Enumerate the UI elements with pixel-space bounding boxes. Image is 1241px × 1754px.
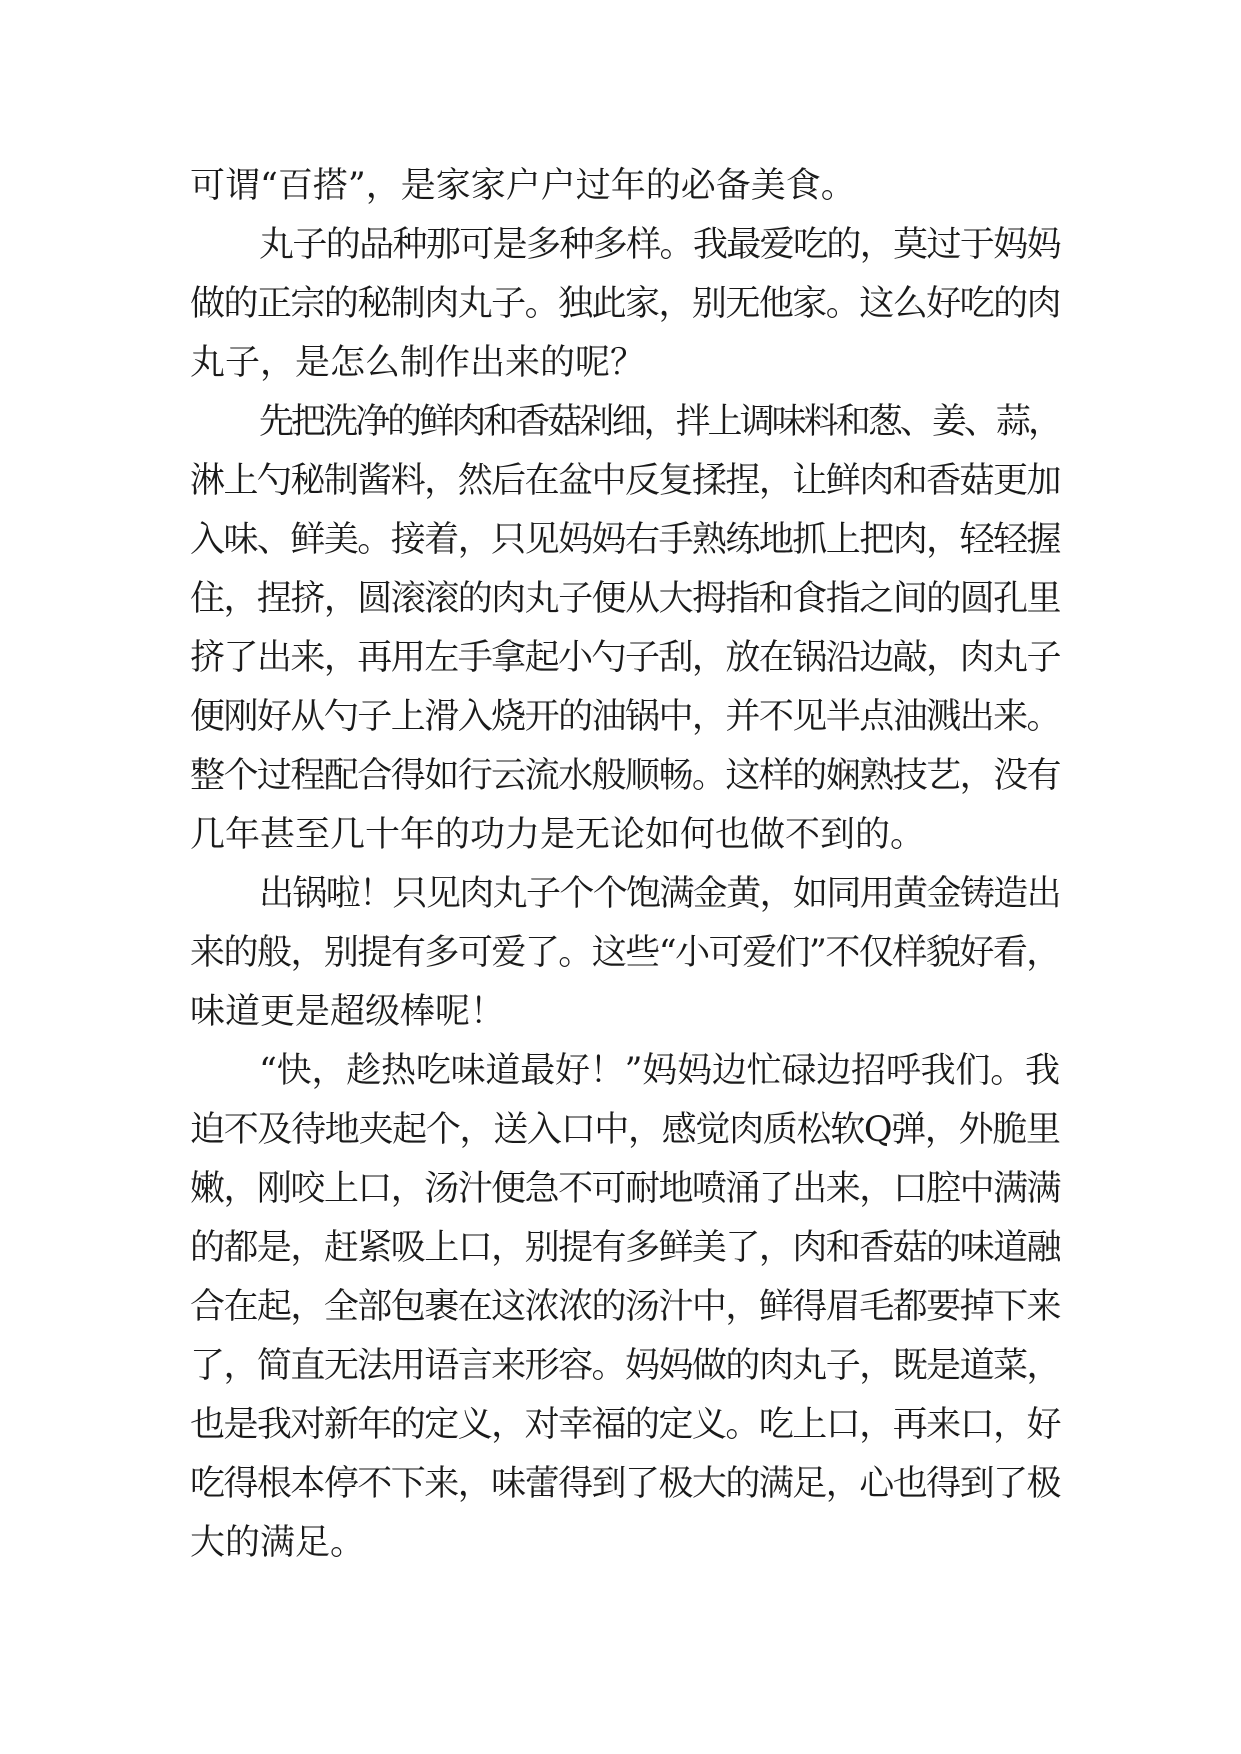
text-line: 也是我对新年的定义，对幸福的定义。吃上口，再来口，好 <box>190 1405 1061 1445</box>
text-line: 丸子，是怎么制作出来的呢？ <box>190 343 646 383</box>
text-line: 便刚好从勺子上滑入烧开的油锅中，并不见半点油溅出来。 <box>190 697 1061 737</box>
text-line: 吃得根本停不下来，味蕾得到了极大的满足，心也得到了极 <box>190 1464 1061 1504</box>
text-line: 几年甚至几十年的功力是无论如何也做不到的。 <box>190 815 926 855</box>
text-line: 大的满足。 <box>190 1523 366 1563</box>
text-line: 住，捏挤，圆滚滚的肉丸子便从大拇指和食指之间的圆孔里 <box>190 579 1061 619</box>
paragraph-start-line: 先把洗净的鲜肉和香菇剁细，拌上调味料和葱、姜、蒜， <box>259 402 1061 442</box>
text-line: 合在起，全部包裹在这浓浓的汤汁中，鲜得眉毛都要掉下来 <box>190 1287 1061 1327</box>
text-line: 味道更是超级棒呢！ <box>190 992 506 1032</box>
paragraph-start-line: “快，趁热吃味道最好！”妈妈边忙碌边招呼我们。我 <box>259 1051 1060 1091</box>
text-line: 做的正宗的秘制肉丸子。独此家，别无他家。这么好吃的肉 <box>190 284 1061 324</box>
text-line: 来的般，别提有多可爱了。这些“小可爱们”不仅样貌好看， <box>190 933 1060 973</box>
text-line: 嫩，刚咬上口，汤汁便急不可耐地喷涌了出来，口腔中满满 <box>190 1169 1061 1209</box>
text-line: 的都是，赶紧吸上口，别提有多鲜美了，肉和香菇的味道融 <box>190 1228 1061 1268</box>
text-line: 迫不及待地夹起个，送入口中，感觉肉质松软Q弹，外脆里 <box>190 1110 1060 1150</box>
paragraph-start-line: 丸子的品种那可是多种多样。我最爱吃的，莫过于妈妈 <box>259 225 1061 265</box>
text-line: 了，简直无法用语言来形容。妈妈做的肉丸子，既是道菜， <box>190 1346 1061 1386</box>
text-line: 可谓“百搭”，是家家户户过年的必备美食。 <box>190 166 856 206</box>
text-line: 挤了出来，再用左手拿起小勺子刮，放在锅沿边敲，肉丸子 <box>190 638 1061 678</box>
text-line: 淋上勺秘制酱料，然后在盆中反复揉捏，让鲜肉和香菇更加 <box>190 461 1061 501</box>
text-line: 整个过程配合得如行云流水般顺畅。这样的娴熟技艺，没有 <box>190 756 1061 796</box>
paragraph-start-line: 出锅啦！只见肉丸子个个饱满金黄，如同用黄金铸造出 <box>259 874 1061 914</box>
text-line: 入味、鲜美。接着，只见妈妈右手熟练地抓上把肉，轻轻握 <box>190 520 1061 560</box>
